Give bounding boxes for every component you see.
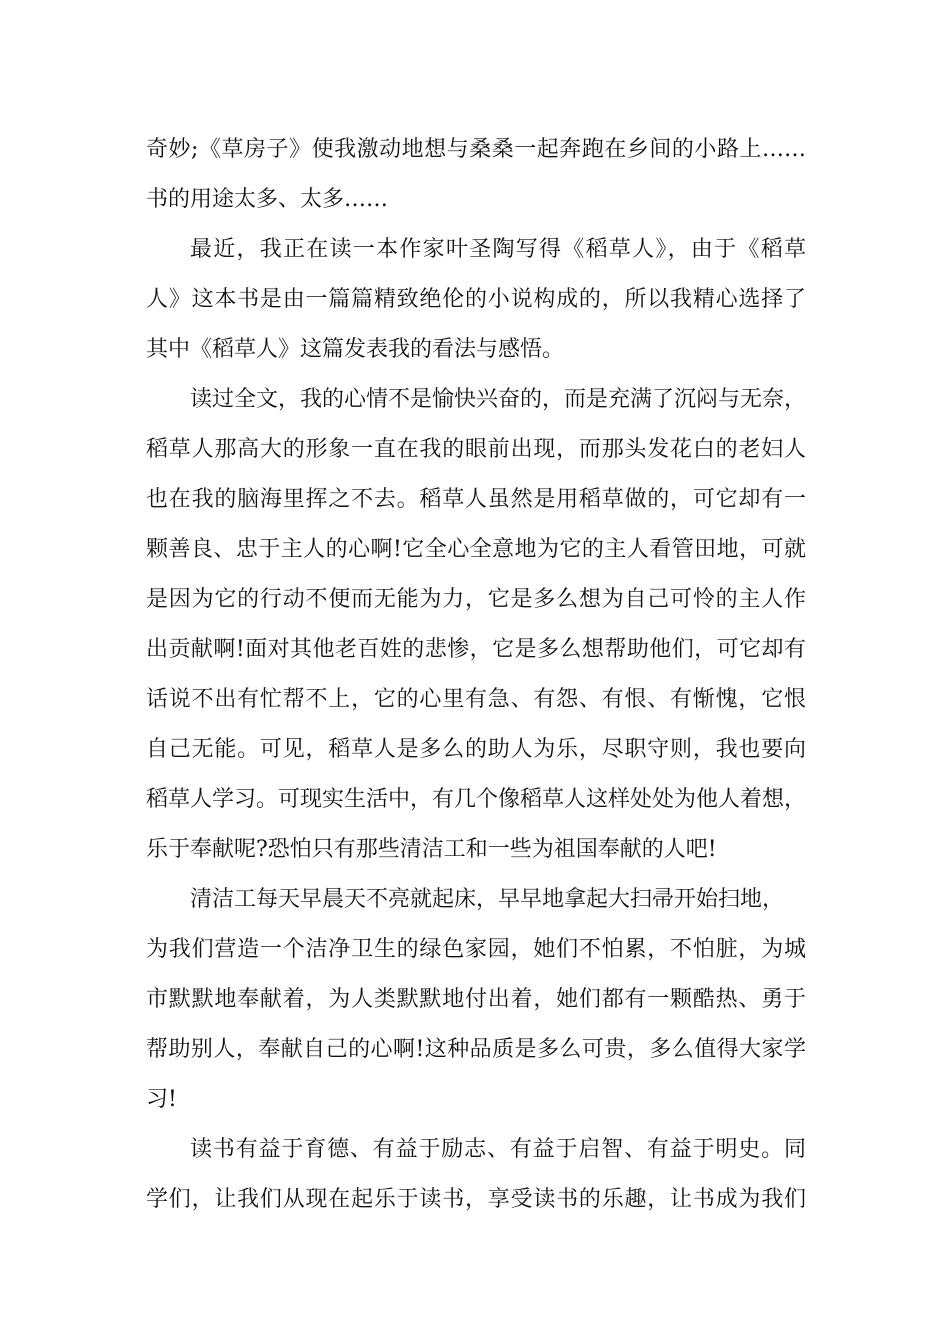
- text-line: 乐于奉献呢?恐怕只有那些清洁工和一些为祖国奉献的人吧!: [146, 837, 717, 862]
- text-line: 书的用途太多、太多……: [146, 187, 389, 212]
- text-line: 为我们营造一个洁净卫生的绿色家园，她们不怕累，不怕脏，为城: [146, 937, 806, 962]
- text-line: 话说不出有忙帮不上，它的心里有急、有怨、有恨、有惭愧，它恨: [146, 687, 806, 712]
- text-line: 学们，让我们从现在起乐于读书，享受读书的乐趣，让书成为我们: [146, 1187, 806, 1212]
- body-text: [146, 125, 806, 1225]
- text-line: 市默默地奉献着，为人类默默地付出着，她们都有一颗酷热、勇于: [146, 987, 806, 1012]
- text-line: 人》这本书是由一篇篇精致绝伦的小说构成的，所以我精心选择了: [146, 287, 806, 312]
- text-line: 最近，我正在读一本作家叶圣陶写得《稻草人》，由于《稻草: [190, 237, 806, 262]
- text-line: 奇妙;《草房子》使我激动地想与桑桑一起奔跑在乡间的小路上……: [146, 137, 806, 162]
- text-line: 也在我的脑海里挥之不去。稻草人虽然是用稻草做的，可它却有一: [146, 487, 806, 512]
- text-line: 稻草人那高大的形象一直在我的眼前出现，而那头发花白的老妇人: [146, 437, 806, 462]
- text-line: 其中《稻草人》这篇发表我的看法与感悟。: [146, 337, 565, 362]
- text-line: 读书有益于育德、有益于励志、有益于启智、有益于明史。同: [190, 1137, 806, 1162]
- text-line: 出贡献啊!面对其他老百姓的悲惨，它是多么想帮助他们，可它却有: [146, 637, 806, 662]
- text-line: 读过全文，我的心情不是愉快兴奋的，而是充满了沉闷与无奈，: [190, 387, 807, 412]
- text-line: 自己无能。可见，稻草人是多么的助人为乐，尽职守则，我也要向: [146, 737, 806, 762]
- text-line: 帮助别人，奉献自己的心啊!这种品质是多么可贵，多么值得大家学: [146, 1037, 806, 1062]
- text-line: 颗善良、忠于主人的心啊!它全心全意地为它的主人看管田地，可就: [146, 537, 806, 562]
- text-line: 习!: [146, 1087, 177, 1112]
- text-line: 稻草人学习。可现实生活中，有几个像稻草人这样处处为他人着想，: [146, 787, 807, 812]
- text-line: 清洁工每天早晨天不亮就起床，早早地拿起大扫帚开始扫地，: [190, 887, 785, 912]
- text-line: 是因为它的行动不便而无能为力，它是多么想为自己可怜的主人作: [146, 587, 806, 612]
